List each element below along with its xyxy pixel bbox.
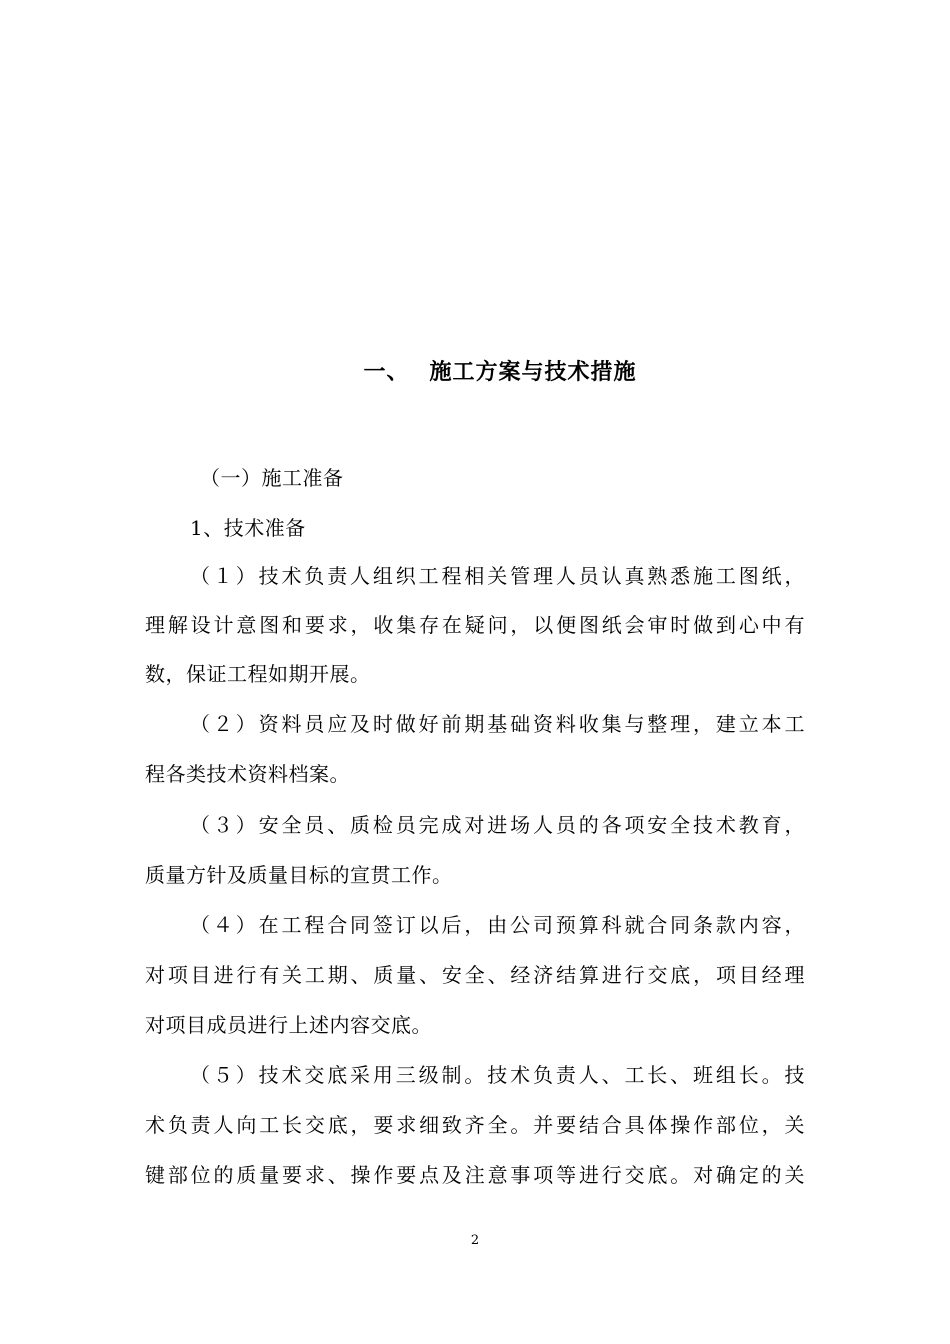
paragraph-5-line-2: 术负责人向工长交底，要求细致齐全。并要结合具体操作部位，关 — [145, 1113, 805, 1137]
section-heading-number: 一、 — [363, 359, 410, 385]
section-heading — [0, 355, 950, 386]
subsubsection-heading: 1、技术准备 — [190, 516, 306, 540]
subsection-heading: （一）施工准备 — [200, 466, 344, 490]
paragraph-1-line-1: （１）技术负责人组织工程相关管理人员认真熟悉施工图纸， — [190, 564, 805, 588]
paragraph-1-line-2: 理解设计意图和要求，收集存在疑问，以便图纸会审时做到心中有 — [145, 613, 805, 637]
paragraph-2-line-1: （２）资料员应及时做好前期基础资料收集与整理，建立本工 — [190, 712, 805, 736]
paragraph-4-line-1: （４）在工程合同签订以后，由公司预算科就合同条款内容， — [190, 913, 805, 937]
paragraph-2-line-2: 程各类技术资料档案。 — [145, 762, 350, 786]
section-heading-title: 施工方案与技术措施 — [429, 359, 637, 385]
paragraph-4-line-3: 对项目成员进行上述内容交底。 — [145, 1013, 432, 1037]
paragraph-3-line-2: 质量方针及质量目标的宣贯工作。 — [145, 863, 453, 887]
page-number: 2 — [470, 1233, 480, 1248]
paragraph-4-line-2: 对项目进行有关工期、质量、安全、经济结算进行交底，项目经理 — [145, 963, 805, 987]
paragraph-3-line-1: （３）安全员、质检员完成对进场人员的各项安全技术教育， — [190, 813, 805, 837]
paragraph-1-line-3: 数，保证工程如期开展。 — [145, 662, 371, 686]
paragraph-5-line-1: （５）技术交底采用三级制。技术负责人、工长、班组长。技 — [190, 1063, 805, 1087]
paragraph-5-line-3: 键部位的质量要求、操作要点及注意事项等进行交底。对确定的关 — [145, 1163, 805, 1187]
